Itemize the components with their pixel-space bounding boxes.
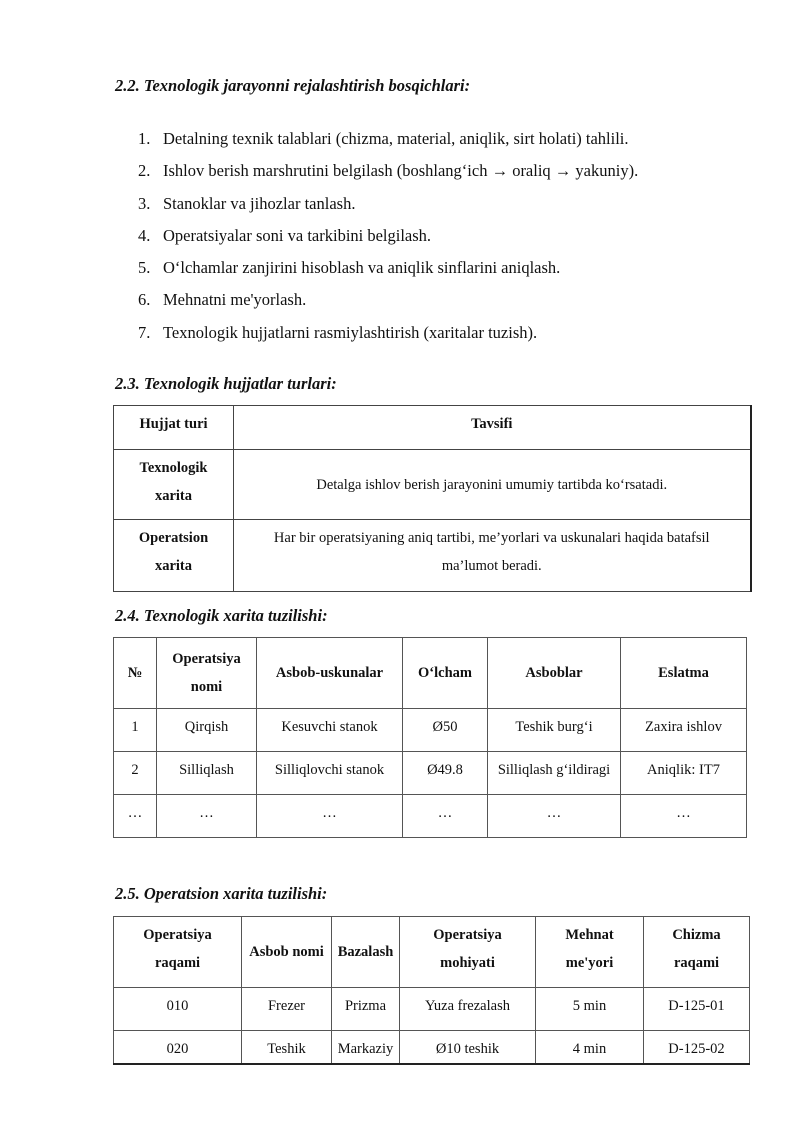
table-cell: … <box>114 795 157 838</box>
list-item-number: 4. <box>138 225 151 245</box>
planning-steps-list <box>138 128 638 354</box>
table-cell: 2 <box>114 752 157 795</box>
table-cell: Markaziy <box>332 1031 400 1065</box>
document-type-line: xarita <box>154 488 193 504</box>
document-types-table <box>113 405 752 592</box>
table-cell: Teshik burg‘i <box>488 709 621 752</box>
header-line: Operatsiya <box>433 927 502 943</box>
table-cell: 4 min <box>536 1031 644 1065</box>
section-2-3-heading: 2.3. Texnologik hujjatlar turlari: <box>115 374 337 393</box>
list-item-number: 2. <box>138 161 151 181</box>
list-item <box>138 160 638 192</box>
description-line: ma’lumot beradi. <box>441 558 542 574</box>
operational-map-table <box>113 916 750 1065</box>
list-item <box>138 289 638 321</box>
list-item-number: 1. <box>138 129 151 148</box>
header-line: Mehnat <box>565 927 614 943</box>
document-type-cell <box>114 450 234 520</box>
header-line: Operatsiya <box>172 651 241 667</box>
table-cell: Prizma <box>332 988 400 1031</box>
table-cell: Kesuvchi stanok <box>257 709 403 752</box>
table-cell: Silliqlash <box>157 752 257 795</box>
header-operation-essence <box>400 917 536 988</box>
table-cell: … <box>621 795 747 838</box>
list-item <box>138 193 638 225</box>
list-item-text: Detalning texnik talablari (chizma, material, aniqlik, sirt holati) tahlili. <box>163 129 629 148</box>
document-type-line: Operatsion <box>138 530 209 546</box>
table-cell: Ø10 teshik <box>400 1031 536 1065</box>
header-line: me'yori <box>565 955 614 971</box>
description-line: Har bir operatsiyaning aniq tartibi, me’yorlari va uskunalari haqida batafsil <box>273 530 710 546</box>
table-cell: Qirqish <box>157 709 257 752</box>
table-cell: Ø49.8 <box>403 752 488 795</box>
table-cell: … <box>403 795 488 838</box>
table-cell: Yuza frezalash <box>400 988 536 1031</box>
list-item-number: 5. <box>138 258 151 278</box>
list-item-text: Mehnatni me'yorlash. <box>163 290 307 310</box>
table-header-row <box>114 406 751 450</box>
table-cell: D-125-02 <box>644 1031 750 1065</box>
list-item <box>138 322 638 354</box>
section-2-5-heading: 2.5. Operatsion xarita tuzilishi: <box>115 884 328 903</box>
table-row <box>114 752 747 795</box>
table-row <box>114 1031 750 1065</box>
list-item <box>138 225 638 257</box>
header-tools: Asboblar <box>488 638 621 709</box>
table-cell: … <box>488 795 621 838</box>
table-cell: 020 <box>114 1031 242 1065</box>
table-header-row <box>114 638 747 709</box>
document-type-cell <box>114 520 234 592</box>
header-operation-name <box>157 638 257 709</box>
header-description: Tavsifi <box>234 406 751 450</box>
list-item-text: Stanoklar va jihozlar tanlash. <box>163 193 356 213</box>
table-cell: … <box>257 795 403 838</box>
list-item-number: 3. <box>138 193 151 213</box>
header-line: raqami <box>673 955 720 971</box>
section-2-2-heading: 2.2. Texnologik jarayonni rejalashtirish bosqichlari: <box>115 76 471 95</box>
header-labor-norm <box>536 917 644 988</box>
header-equipment: Asbob-uskunalar <box>257 638 403 709</box>
header-line: raqami <box>154 955 201 971</box>
table-row <box>114 450 751 520</box>
table-row <box>114 709 747 752</box>
list-item-number: 6. <box>138 290 151 310</box>
list-item-text: Ishlov berish marshrutini belgilash (boshlang‘ich → oraliq → yakuniy). <box>163 161 639 181</box>
list-item-text: Texnologik hujjatlarni rasmiylashtirish (xaritalar tuzish). <box>163 322 538 342</box>
table-cell: 010 <box>114 988 242 1031</box>
table-cell: … <box>157 795 257 838</box>
table-cell: Ø50 <box>403 709 488 752</box>
table-cell: Zaxira ishlov <box>621 709 747 752</box>
list-item <box>138 128 638 160</box>
description-cell <box>234 520 751 592</box>
table-cell: 1 <box>114 709 157 752</box>
list-item <box>138 257 638 289</box>
table-cell: Silliqlovchi stanok <box>257 752 403 795</box>
header-line: mohiyati <box>440 955 495 971</box>
description-cell: Detalga ishlov berish jarayonini umumiy tartibda ko‘rsatadi. <box>234 450 751 520</box>
header-tool-name: Asbob nomi <box>242 917 332 988</box>
table-header-row <box>114 917 750 988</box>
list-item-text: O‘lchamlar zanjirini hisoblash va aniqlik sinflarini aniqlash. <box>163 258 561 278</box>
document-type-line: xarita <box>154 558 193 574</box>
list-item-text: Operatsiyalar soni va tarkibini belgilash. <box>163 225 432 245</box>
table-row <box>114 988 750 1031</box>
table-cell: Silliqlash g‘ildiragi <box>488 752 621 795</box>
table-cell: Frezer <box>242 988 332 1031</box>
header-line: Operatsiya <box>143 927 212 943</box>
header-basing: Bazalash <box>332 917 400 988</box>
list-item-number: 7. <box>138 322 151 342</box>
table-row <box>114 795 747 838</box>
header-line: nomi <box>190 679 223 695</box>
technological-map-table <box>113 637 747 838</box>
table-cell: D-125-01 <box>644 988 750 1031</box>
header-dimension: O‘lcham <box>403 638 488 709</box>
section-2-4-heading: 2.4. Texnologik xarita tuzilishi: <box>115 606 328 625</box>
header-operation-number <box>114 917 242 988</box>
table-cell: Teshik <box>242 1031 332 1065</box>
header-drawing-number <box>644 917 750 988</box>
table-cell: 5 min <box>536 988 644 1031</box>
header-number: № <box>114 638 157 709</box>
header-document-type: Hujjat turi <box>114 406 234 450</box>
table-row <box>114 520 751 592</box>
header-line: Chizma <box>672 927 721 943</box>
header-note: Eslatma <box>621 638 747 709</box>
document-type-line: Texnologik <box>139 460 208 476</box>
table-cell: Aniqlik: IT7 <box>621 752 747 795</box>
